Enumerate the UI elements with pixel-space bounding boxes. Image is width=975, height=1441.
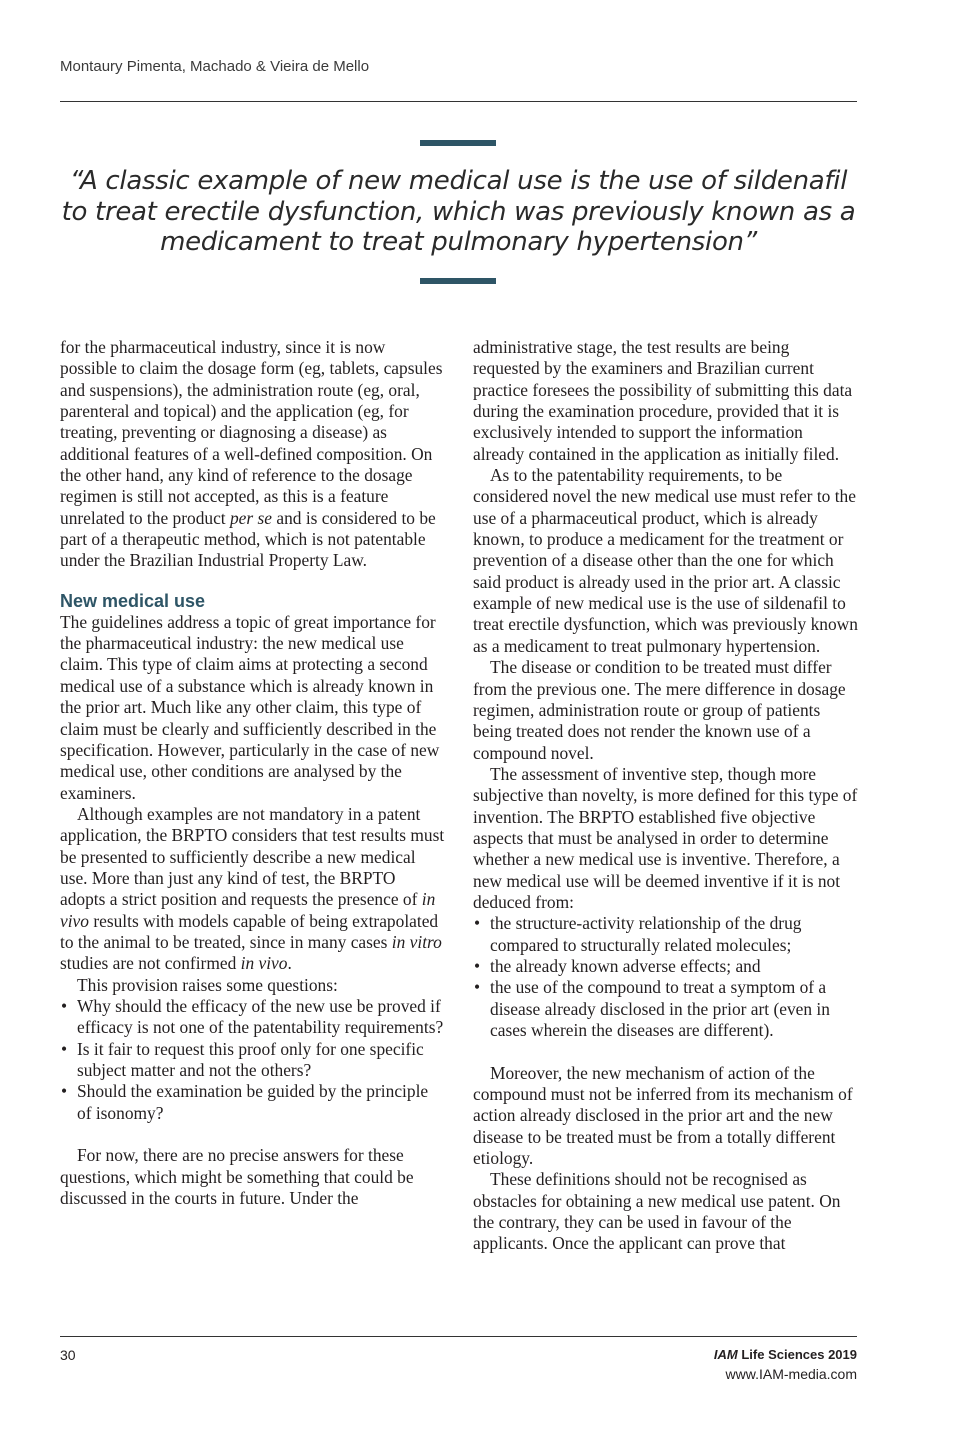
spacer [473,1041,858,1062]
paragraph: administrative stage, the test results are being requested by the examiners and Brazilian current practice foresees the possibility of submitting this data during the examination procedure, provided that it is exclusively intended to support the information already contained in the application as initially filed. [473,337,853,464]
paragraph: The guidelines address a topic of great importance for the pharmaceutical industry: the new medical use claim. This type of claim aims at protecting a second medical use of a substance which is already known in the prior art. Much like any other claim, this type of claim must be clearly and sufficiently described in the specification. However, particularly in the case of new medical use, other conditions are analysed by the examiners. [60,611,440,803]
running-head: Montaury Pimenta, Machado & Vieira de Mello [60,58,370,75]
paragraph: This provision raises some questions: [77,974,338,995]
paragraph: The assessment of inventive step, though more subjective than novelty, is more defined for this type of invention. The BRPTO established five objective aspects that must be analysed in order to determine whether a new medical use is inventive. Therefore, a new medical use will be deemed inventive if it is not deduced from: [473,763,858,912]
paragraph-text: . [287,953,292,974]
spacer [60,1124,445,1145]
pullquote-top-bar [420,140,496,146]
paragraph [60,337,445,572]
page-number: 30 [60,1347,76,1363]
paragraph-text: results with models capable of being extrapolated to the animal to be treated, since in many cases [60,910,439,952]
italic-term: in vivo [60,889,436,931]
list-item: • Should the examination be guided by the principle of isonomy? [60,1081,445,1124]
pullquote-line: to treat erectile dysfunction, which was previously known as a [61,196,856,227]
pullquote-bottom-bar [420,278,496,284]
pullquote-line: medicament to treat pulmonary hypertension” [160,227,757,257]
publication-brand: IAM [713,1347,738,1362]
header-rule [60,101,857,102]
paragraph: For now, there are no precise answers for these questions, which might be something that could be discussed in the courts in future. Under the [60,1145,414,1209]
paragraph: The disease or condition to be treated must differ from the previous one. The mere difference in dosage regimen, administration route or group of patients being treated does not render the known use of a compound novel. [473,657,846,763]
paragraph: Moreover, the new mechanism of action of the compound must not be inferred from its mechanism of action already disclosed in the prior art and the new disease to be treated must be from a totally different etiology. [473,1062,853,1169]
list-item: • Is it fair to request this proof only for one specific subject matter and not the others? [60,1039,445,1082]
pullquote [60,166,857,258]
italic-term: in vivo [240,953,288,974]
paragraph-text: for the pharmaceutical industry, since it is now possible to claim the dosage form (eg, tablets, capsules and suspensions), the administration route (eg, oral, parenteral and topical) and the application (eg, for treating, preventing or diagnosing a disease) as additional features of a well-defined composition. On the other hand, any kind of reference to the dosage regimen is still not accepted, as this is a feature unrelated to the product [60,337,443,528]
bullet-list [473,913,858,1041]
right-column [473,337,858,1255]
website-link[interactable]: www.IAM-media.com [725,1366,857,1382]
list-item: • the structure-activity relationship of the drug compared to structurally related molecules; [473,913,858,956]
paragraph [60,804,445,975]
left-column [60,337,445,1209]
list-item: • Why should the efficacy of the new use be proved if efficacy is not one of the patentability requirements? [60,996,445,1039]
section-heading: New medical use [60,590,206,611]
publication-name: Life Sciences 2019 [741,1347,857,1362]
bullet-list [60,996,445,1124]
spacer [60,572,445,590]
paragraph-text: Although examples are not mandatory in a patent application, the BRPTO considers that test results must be presented to sufficiently describe a new medical use. More than just any kind of test, the BRPTO adopts a strict position and requests the presence of [60,803,445,910]
paragraph: These definitions should not be recognised as obstacles for obtaining a new medical use patent. On the contrary, they can be used in favour of the applicants. Once the applicant can prove that [473,1169,841,1254]
paragraph-text: studies are not confirmed [60,953,241,974]
italic-term: in vitro [391,931,442,952]
pullquote-line: “A classic example of new medical use is the use of sildenafil [69,166,848,196]
italic-term: per se [229,507,273,528]
paragraph: As to the patentability requirements, to be considered novel the new medical use must refer to the use of a pharmaceutical product, which is already known, to produce a medicament for the treatment or prevention of a disease other than the one for which said product is already used in the prior art. A classic example of new medical use is the use of sildenafil to treat erectile dysfunction, which was previously known as a medicament to treat pulmonary hypertension. [473,465,858,656]
list-item: • the use of the compound to treat a symptom of a disease already disclosed in the prior art (even in cases wherein the diseases are different). [473,977,858,1041]
paragraph-text: and is considered to be part of a therapeutic method, which is not patentable under the Brazilian Industrial Property Law. [60,507,436,571]
publication-title [714,1346,857,1364]
publication-info [714,1346,857,1384]
list-item: • the already known adverse effects; and [473,956,858,977]
footer-rule [60,1336,857,1337]
